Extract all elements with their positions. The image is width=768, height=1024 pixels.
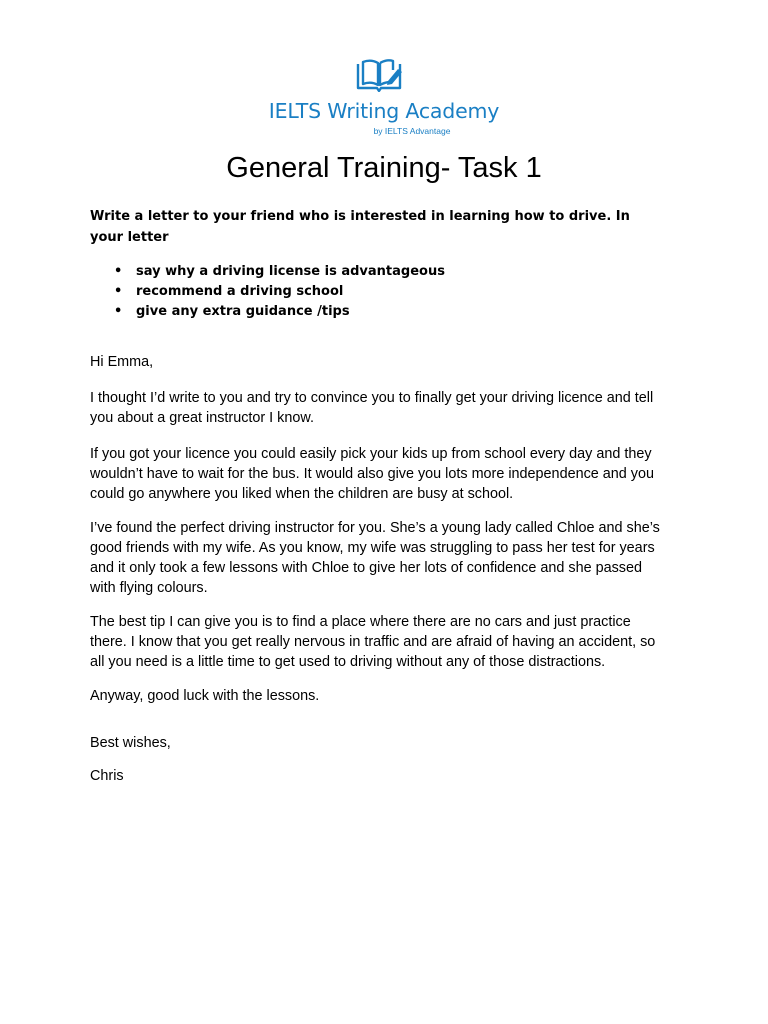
- bullet-icon: •: [114, 304, 123, 319]
- letter-signature: Chris: [90, 768, 124, 784]
- bullet-text: give any extra guidance /tips: [136, 304, 350, 319]
- list-item: [90, 282, 650, 302]
- bullet-text: recommend a driving school: [136, 284, 344, 299]
- open-book-pencil-icon: [355, 58, 403, 92]
- letter-paragraph: The best tip I can give you is to find a place where there are no cars and just practice there. I know that you get really nervous in traffic and are afraid of having an accident, so all you need is a little time to get used to driving without any of those distractions.: [90, 614, 656, 670]
- letter-paragraph: I’ve found the perfect driving instructor for you. She’s a young lady called Chloe and she’s good friends with my wife. As you know, my wife was struggling to pass her test for years and it only took a few lessons with Chloe to give her lots of confidence and she passed with flying colours.: [90, 520, 660, 596]
- bullet-text: say why a driving license is advantageous: [136, 264, 445, 279]
- task-prompt: Write a letter to your friend who is interested in learning how to drive. In your letter: [90, 209, 630, 245]
- logo-subtitle: by IELTS Advantage: [373, 126, 451, 136]
- logo-title: IELTS Writing Academy: [268, 99, 500, 123]
- page-title: General Training- Task 1: [226, 152, 542, 184]
- letter-paragraph: Anyway, good luck with the lessons.: [90, 688, 320, 704]
- letter-greeting: Hi Emma,: [90, 354, 154, 370]
- bullet-icon: •: [114, 264, 123, 279]
- bullet-icon: •: [114, 284, 123, 299]
- letter-paragraph: I thought I’d write to you and try to convince you to finally get your driving licence and tell you about a great instructor I know.: [90, 390, 654, 426]
- letter-paragraph: If you got your licence you could easily pick your kids up from school every day and they wouldn’t have to wait for the bus. It would also give you lots more independence and you could go anywhere you liked when the children are busy at school.: [90, 446, 654, 502]
- task-bullet-list: [90, 262, 650, 322]
- list-item: [90, 302, 650, 322]
- letter-closing: Best wishes,: [90, 735, 171, 751]
- list-item: [90, 262, 650, 282]
- ielts-logo: [251, 56, 517, 142]
